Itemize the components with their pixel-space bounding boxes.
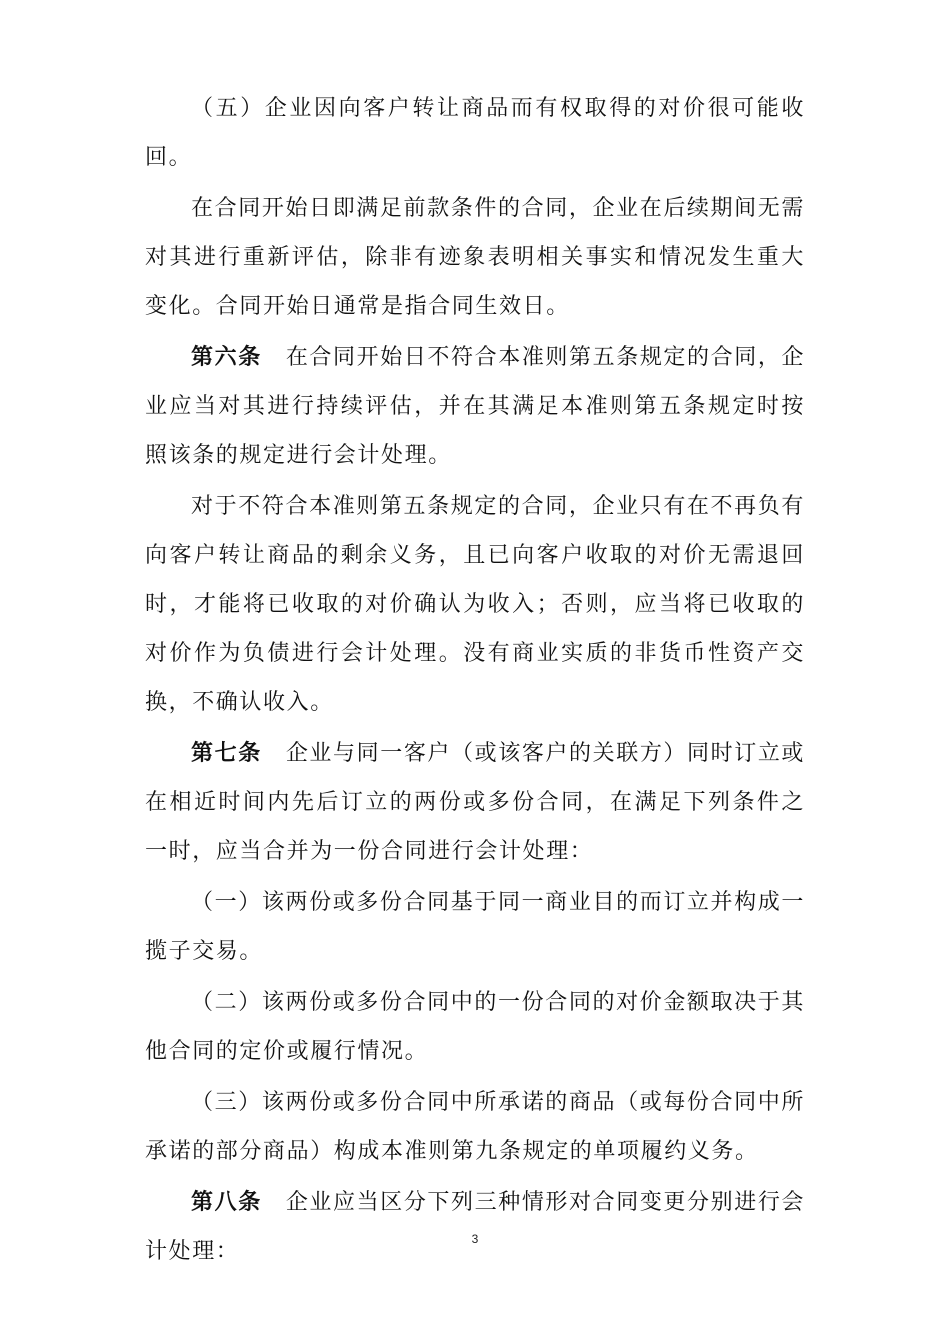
paragraph-text: 在合同开始日即满足前款条件的合同，企业在后续期间无需对其进行重新评估，除非有迹象表明相关事实和情况发生重大变化。合同开始日通常是指合同生效日。	[145, 196, 805, 319]
paragraph-text: （一）该两份或多份合同基于同一商业目的而订立并构成一揽子交易。	[145, 890, 805, 964]
paragraph-text: （三）该两份或多份合同中所承诺的商品（或每份合同中所承诺的部分商品）构成本准则第九条规定的单项履约义务。	[145, 1090, 805, 1164]
article-number: 第七条	[191, 741, 262, 766]
article-number: 第六条	[191, 345, 262, 370]
page-number: 3	[471, 1232, 479, 1246]
paragraph-text: 对于不符合本准则第五条规定的合同，企业只有在不再负有向客户转让商品的剩余义务，且已向客户收取的对价无需退回时，才能将已收取的对价确认为收入；否则，应当将已收取的对价作为负债进行会计处理。没有商业实质的非货币性资产交换，不确认收入。	[145, 494, 805, 715]
paragraph-condition-1	[145, 878, 805, 976]
document-body	[145, 84, 805, 1276]
article-7	[145, 729, 805, 876]
article-number: 第八条	[191, 1190, 262, 1215]
paragraph-item-5	[145, 84, 805, 182]
paragraph-text: 企业与同一客户（或该客户的关联方）同时订立或在相近时间内先后订立的两份或多份合同，在满足下列条件之一时，应当合并为一份合同进行会计处理：	[145, 741, 806, 864]
paragraph-contract-start	[145, 184, 805, 331]
paragraph-noncompliant-contract	[145, 482, 805, 727]
article-6	[145, 333, 805, 480]
paragraph-text: 企业应当区分下列三种情形对合同变更分别进行会计处理：	[145, 1190, 806, 1264]
paragraph-condition-2	[145, 978, 805, 1076]
paragraph-condition-3	[145, 1078, 805, 1176]
paragraph-text: 在合同开始日不符合本准则第五条规定的合同，企业应当对其进行持续评估，并在其满足本准则第五条规定时按照该条的规定进行会计处理。	[145, 345, 806, 468]
article-8	[145, 1178, 805, 1276]
paragraph-text: （二）该两份或多份合同中的一份合同的对价金额取决于其他合同的定价或履行情况。	[145, 990, 805, 1064]
paragraph-text: （五）企业因向客户转让商品而有权取得的对价很可能收回。	[145, 96, 805, 170]
